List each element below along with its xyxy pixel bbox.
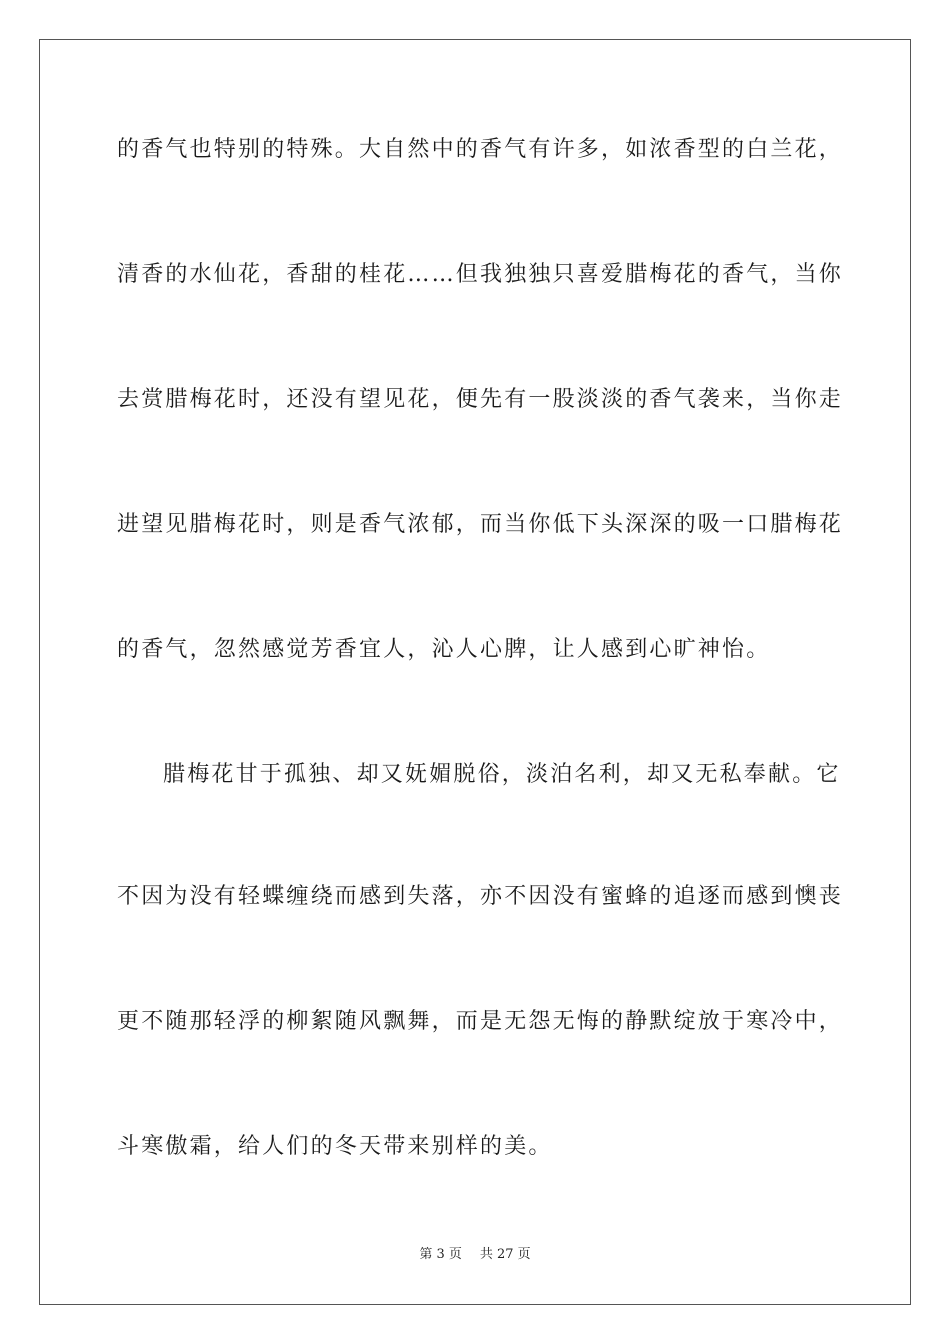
text-line-3: 去赏腊梅花时，还没有望见花，便先有一股淡淡的香气袭来，当你走 (117, 387, 844, 412)
paragraph-start-line: 腊梅花甘于孤独、却又妩媚脱俗，淡泊名利，却又无私奉献。它 (163, 762, 841, 787)
text-line-7: 不因为没有轻蝶缠绕而感到失落，亦不因没有蜜蜂的追逐而感到懊丧 (117, 884, 844, 909)
page-border (39, 39, 911, 1305)
text-line-8: 更不随那轻浮的柳絮随风飘舞，而是无怨无悔的静默绽放于寒冷中， (117, 1009, 844, 1034)
total-pages: 共 27 页 (479, 1247, 531, 1262)
text-line-5: 的香气，忽然感觉芳香宜人，沁人心脾，让人感到心旷神怡。 (117, 637, 771, 662)
page-number: 第 3 页 (419, 1247, 462, 1262)
text-line-2: 清香的水仙花，香甜的桂花……但我独独只喜爱腊梅花的香气，当你 (117, 262, 844, 287)
page-footer (0, 1247, 950, 1263)
text-line-4: 进望见腊梅花时，则是香气浓郁，而当你低下头深深的吸一口腊梅花 (117, 512, 844, 537)
text-line-1: 的香气也特别的特殊。大自然中的香气有许多，如浓香型的白兰花， (117, 137, 844, 162)
text-line-9: 斗寒傲霜，给人们的冬天带来别样的美。 (117, 1134, 553, 1159)
